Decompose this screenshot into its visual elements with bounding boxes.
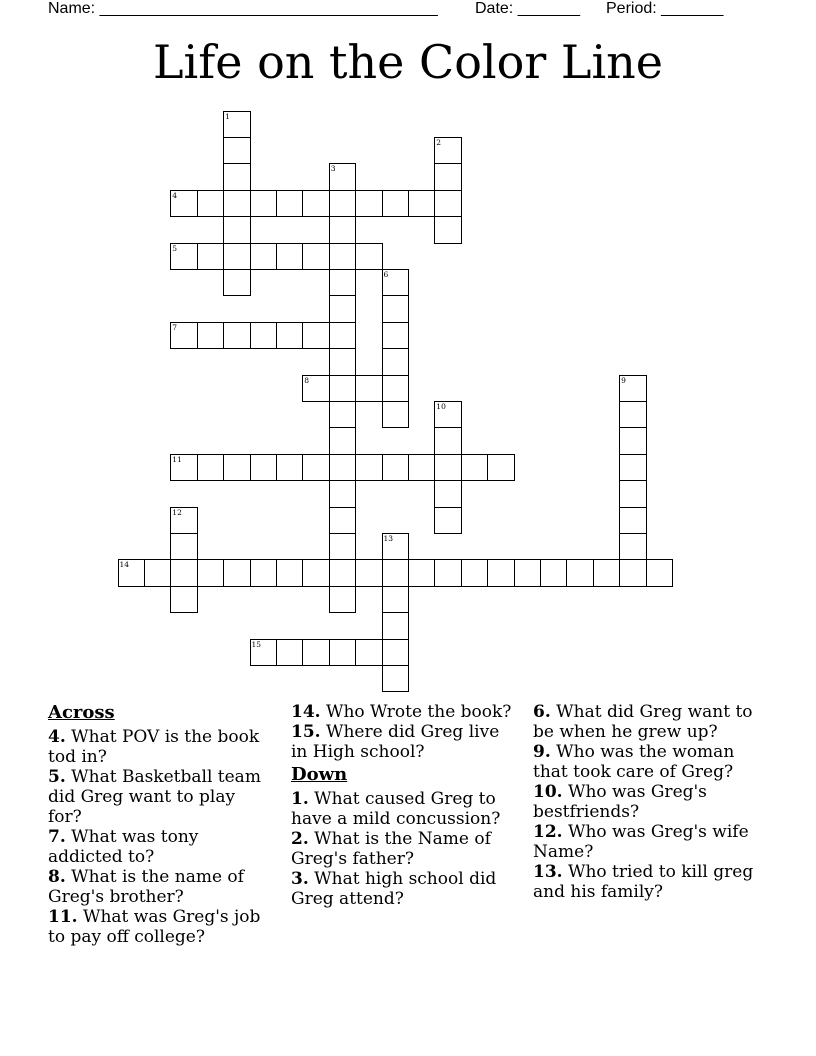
grid-cell[interactable] xyxy=(329,163,357,191)
clue-item xyxy=(291,702,513,722)
grid-cell[interactable] xyxy=(329,243,357,271)
clue-item xyxy=(533,702,763,742)
grid-cell[interactable] xyxy=(302,375,330,403)
grid-cell[interactable] xyxy=(302,454,330,482)
clue-item-number: 1. xyxy=(291,789,309,809)
clue-item-text: What is the Name of Greg's father? xyxy=(291,829,491,869)
grid-cell[interactable] xyxy=(619,401,647,429)
clue-item-text: What high school did Greg attend? xyxy=(291,869,497,909)
grid-cell[interactable] xyxy=(434,454,462,482)
clue-item xyxy=(48,907,270,947)
clue-item-number: 10. xyxy=(533,782,563,802)
grid-cell[interactable] xyxy=(355,559,383,587)
grid-cell[interactable] xyxy=(382,269,410,297)
clue-item-number: 12. xyxy=(533,822,563,842)
grid-cell[interactable] xyxy=(434,163,462,191)
clue-number: 5 xyxy=(172,243,178,253)
clue-column-1 xyxy=(48,702,270,947)
grid-cell[interactable] xyxy=(223,190,251,218)
grid-cell[interactable] xyxy=(118,559,146,587)
grid-cell[interactable] xyxy=(382,559,410,587)
grid-cell[interactable] xyxy=(144,559,172,587)
grid-cell[interactable] xyxy=(329,586,357,614)
grid-cell[interactable] xyxy=(302,243,330,271)
clue-item-number: 13. xyxy=(533,862,563,882)
clue-item-text: What was Greg's job to pay off college? xyxy=(48,907,261,947)
grid-cell[interactable] xyxy=(223,137,251,165)
grid-cell[interactable] xyxy=(302,559,330,587)
grid-cell[interactable] xyxy=(170,559,198,587)
grid-cell[interactable] xyxy=(382,454,410,482)
grid-cell[interactable] xyxy=(250,454,278,482)
clue-item-number: 2. xyxy=(291,829,309,849)
clue-item xyxy=(533,862,763,902)
grid-cell[interactable] xyxy=(329,533,357,561)
grid-cell[interactable] xyxy=(223,559,251,587)
grid-cell[interactable] xyxy=(355,243,383,271)
grid-cell[interactable] xyxy=(382,401,410,429)
grid-cell[interactable] xyxy=(382,348,410,376)
grid-cell[interactable] xyxy=(276,454,304,482)
grid-cell[interactable] xyxy=(382,190,410,218)
grid-cell[interactable] xyxy=(197,322,225,350)
clue-number: 12 xyxy=(172,507,182,517)
clue-number: 13 xyxy=(383,533,394,543)
clue-item xyxy=(291,789,513,829)
clue-item xyxy=(48,867,270,907)
grid-cell[interactable] xyxy=(619,507,647,535)
grid-cell[interactable] xyxy=(223,111,251,139)
grid-cell[interactable] xyxy=(619,454,647,482)
grid-cell[interactable] xyxy=(250,559,278,587)
clue-item-number: 3. xyxy=(291,869,309,889)
grid-cell[interactable] xyxy=(170,507,198,535)
clue-number: 2 xyxy=(436,137,442,147)
grid-cell[interactable] xyxy=(170,322,198,350)
grid-cell[interactable] xyxy=(197,243,225,271)
grid-cell[interactable] xyxy=(619,427,647,455)
grid-cell[interactable] xyxy=(329,480,357,508)
grid-cell[interactable] xyxy=(382,533,410,561)
grid-cell[interactable] xyxy=(302,639,330,667)
grid-cell[interactable] xyxy=(250,243,278,271)
clue-column-3 xyxy=(533,702,763,902)
clue-item xyxy=(48,767,270,827)
clue-item-text: Who was Greg's bestfriends? xyxy=(533,782,707,822)
grid-cell[interactable] xyxy=(355,190,383,218)
grid-cell[interactable] xyxy=(329,454,357,482)
clue-item-number: 5. xyxy=(48,767,66,787)
clue-number: 9 xyxy=(621,375,626,385)
grid-cell[interactable] xyxy=(302,322,330,350)
grid-cell[interactable] xyxy=(355,639,383,667)
grid-cell[interactable] xyxy=(619,375,647,403)
clue-number: 4 xyxy=(172,190,178,200)
grid-cell[interactable] xyxy=(434,137,462,165)
grid-cell[interactable] xyxy=(487,559,515,587)
grid-cell[interactable] xyxy=(566,559,594,587)
date-field-label: Date: _______ xyxy=(475,0,580,17)
grid-cell[interactable] xyxy=(276,243,304,271)
grid-cell[interactable] xyxy=(382,665,410,693)
clue-item-number: 11. xyxy=(48,907,78,927)
grid-cell[interactable] xyxy=(329,375,357,403)
grid-cell[interactable] xyxy=(223,322,251,350)
clue-item xyxy=(533,782,763,822)
clue-item-number: 8. xyxy=(48,867,66,887)
grid-cell[interactable] xyxy=(619,480,647,508)
grid-cell[interactable] xyxy=(619,533,647,561)
grid-cell[interactable] xyxy=(302,190,330,218)
grid-cell[interactable] xyxy=(197,454,225,482)
name-field-label: Name: ______________________________________ xyxy=(48,0,438,17)
grid-cell[interactable] xyxy=(382,639,410,667)
grid-cell[interactable] xyxy=(223,243,251,271)
grid-cell[interactable] xyxy=(329,269,357,297)
clue-item-number: 14. xyxy=(291,702,321,722)
grid-cell[interactable] xyxy=(329,295,357,323)
grid-cell[interactable] xyxy=(276,639,304,667)
clue-number: 10 xyxy=(436,401,446,411)
clue-item-number: 15. xyxy=(291,722,321,742)
clue-item-text: Where did Greg live in High school? xyxy=(291,722,500,762)
grid-cell[interactable] xyxy=(223,269,251,297)
grid-cell[interactable] xyxy=(434,216,462,244)
grid-cell[interactable] xyxy=(276,559,304,587)
grid-cell[interactable] xyxy=(461,454,489,482)
clue-item-number: 6. xyxy=(533,702,551,722)
clue-item xyxy=(291,869,513,909)
grid-cell[interactable] xyxy=(355,375,383,403)
grid-cell[interactable] xyxy=(329,190,357,218)
clue-item-text: What is the name of Greg's brother? xyxy=(48,867,244,907)
clue-number: 11 xyxy=(172,454,182,464)
grid-cell[interactable] xyxy=(329,639,357,667)
clue-item xyxy=(291,722,513,762)
grid-cell[interactable] xyxy=(223,163,251,191)
grid-cell[interactable] xyxy=(329,559,357,587)
clue-number: 8 xyxy=(304,375,310,385)
grid-cell[interactable] xyxy=(408,559,436,587)
grid-cell[interactable] xyxy=(540,559,568,587)
grid-cell[interactable] xyxy=(329,216,357,244)
clue-number: 7 xyxy=(172,322,178,332)
clue-number: 14 xyxy=(119,560,130,570)
grid-cell[interactable] xyxy=(382,586,410,614)
clue-item-text: What did Greg want to be when he grew up? xyxy=(533,702,753,742)
clue-item-number: 9. xyxy=(533,742,551,762)
grid-cell[interactable] xyxy=(382,295,410,323)
grid-cell[interactable] xyxy=(382,322,410,350)
grid-cell[interactable] xyxy=(250,639,278,667)
clue-item xyxy=(48,827,270,867)
grid-cell[interactable] xyxy=(329,322,357,350)
grid-cell[interactable] xyxy=(197,559,225,587)
grid-cell[interactable] xyxy=(593,559,621,587)
clue-item xyxy=(291,829,513,869)
grid-cell[interactable] xyxy=(329,507,357,535)
grid-cell[interactable] xyxy=(461,559,489,587)
grid-cell[interactable] xyxy=(408,190,436,218)
grid-cell[interactable] xyxy=(223,216,251,244)
grid-cell[interactable] xyxy=(170,454,198,482)
clue-item xyxy=(533,822,763,862)
grid-cell[interactable] xyxy=(223,454,251,482)
period-field-label: Period: _______ xyxy=(606,0,724,17)
grid-cell[interactable] xyxy=(170,533,198,561)
page-title: Life on the Color Line xyxy=(152,35,664,89)
clue-item-text: Who was the woman that took care of Greg? xyxy=(533,742,735,782)
grid-cell[interactable] xyxy=(408,454,436,482)
clue-item-text: What was tony addicted to? xyxy=(48,827,199,867)
grid-cell[interactable] xyxy=(434,507,462,535)
grid-cell[interactable] xyxy=(434,559,462,587)
across-heading: Across xyxy=(48,702,115,723)
grid-cell[interactable] xyxy=(170,243,198,271)
clue-item-text: What POV is the book tod in? xyxy=(48,727,260,767)
grid-cell[interactable] xyxy=(382,612,410,640)
grid-cell[interactable] xyxy=(514,559,542,587)
grid-cell[interactable] xyxy=(170,190,198,218)
grid-cell[interactable] xyxy=(329,427,357,455)
grid-cell[interactable] xyxy=(434,480,462,508)
grid-cell[interactable] xyxy=(382,375,410,403)
grid-cell[interactable] xyxy=(276,190,304,218)
clue-column-2 xyxy=(291,702,513,909)
grid-cell[interactable] xyxy=(434,190,462,218)
grid-cell[interactable] xyxy=(170,586,198,614)
grid-cell[interactable] xyxy=(646,559,674,587)
grid-cell[interactable] xyxy=(487,454,515,482)
grid-cell[interactable] xyxy=(434,401,462,429)
grid-cell[interactable] xyxy=(329,348,357,376)
grid-cell[interactable] xyxy=(619,559,647,587)
grid-cell[interactable] xyxy=(276,322,304,350)
clue-number: 15 xyxy=(251,639,262,649)
clue-item-text: What Basketball team did Greg want to play for? xyxy=(48,767,261,827)
clue-item-text: Who Wrote the book? xyxy=(320,702,512,722)
clue-item xyxy=(48,727,270,767)
clue-item xyxy=(533,742,763,782)
grid-cell[interactable] xyxy=(329,401,357,429)
clue-item-text: Who tried to kill greg and his family? xyxy=(533,862,754,902)
grid-cell[interactable] xyxy=(355,454,383,482)
clue-number: 3 xyxy=(330,164,336,174)
grid-cell[interactable] xyxy=(250,322,278,350)
clue-item-number: 7. xyxy=(48,827,66,847)
grid-cell[interactable] xyxy=(434,427,462,455)
clue-number: 6 xyxy=(383,269,389,279)
down-heading: Down xyxy=(291,764,348,785)
grid-cell[interactable] xyxy=(197,190,225,218)
clue-number: 1 xyxy=(225,111,230,121)
clue-item-text: Who was Greg's wife Name? xyxy=(533,822,749,862)
clue-item-text: What caused Greg to have a mild concussion? xyxy=(291,789,501,829)
clue-item-number: 4. xyxy=(48,727,66,747)
grid-cell[interactable] xyxy=(250,190,278,218)
